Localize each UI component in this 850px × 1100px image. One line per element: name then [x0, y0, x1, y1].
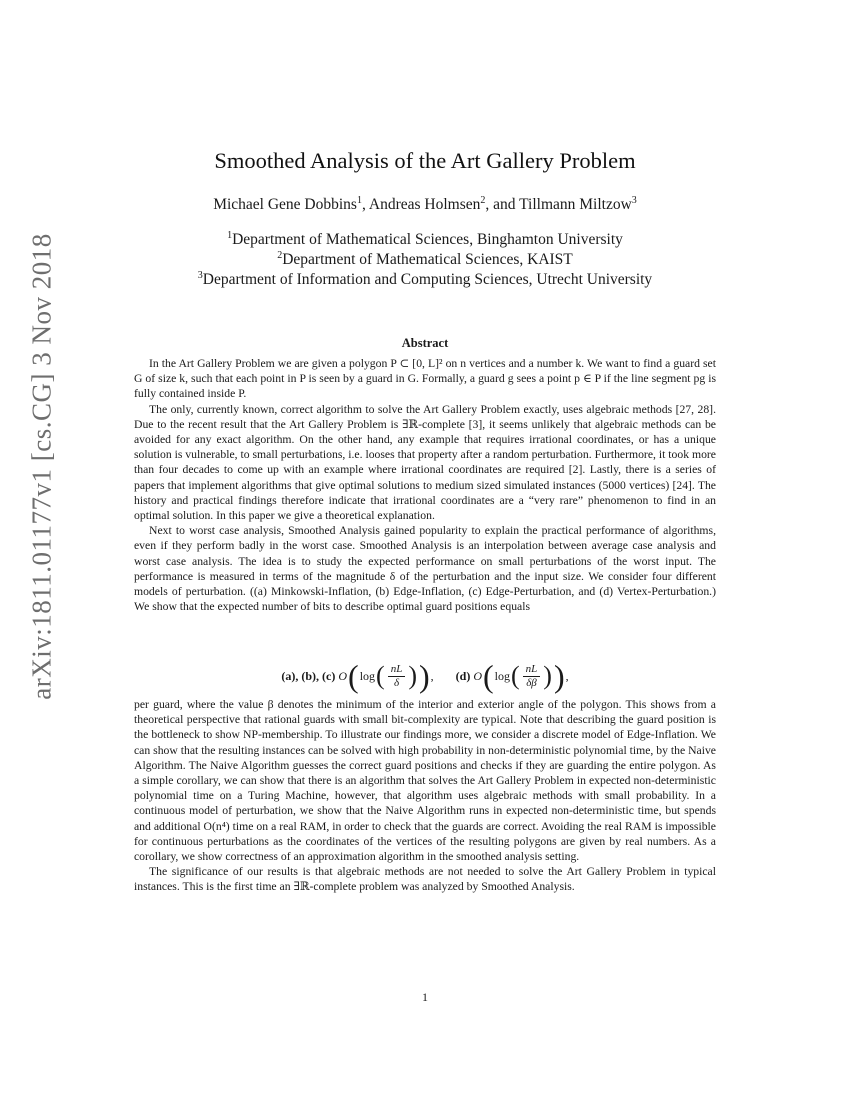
big-o: O [473, 668, 482, 683]
author-separator: , and [485, 196, 520, 213]
affiliation-mark: 1 [227, 229, 233, 241]
formula-separator: , [430, 668, 434, 683]
log-text: log [359, 668, 376, 683]
affiliation [0, 230, 850, 250]
author-separator: , [361, 196, 369, 213]
author-mark: 2 [480, 194, 486, 206]
denominator: δβ [526, 676, 537, 689]
paren-close: ) [408, 661, 417, 690]
abstract-paragraph: per guard, where the value β denotes the minimum of the interior and exterior angle of the polygon. This shows from a theoretical perspective that rational guards with small bit-complexity are typical. Note that describing the guard position is the bottleneck to show NP-membership. To illustrate our findings more, we consider a discrete model of Edge-Inflation. We can show that the resulting instances can be solved with high probability in non-deterministic polynomial time, by the Naive Algorithm. The Naive Algorithm guesses the correct guard positions and checks if they are guarding the entire polygon. As a simple corollary, we can show that there is an algorithm that solves the Art Gallery Problem in expected non-deterministic polynomial time on a Turing Machine, however, that algorithm uses algebraic methods with small probability. In a continuous model of perturbation, we show that the Naive Algorithm runs in expected non-deterministic time, but spends and additional O(n⁴) time on a real RAM, in order to check that the guards are correct. Avoiding the real RAM is impossible for continuous perturbations as the coordinates of the vertices of the resulting polygons are given by real numbers. As a corollary, we show correctness of an approximation algorithm in the smoothed analysis setting. [134, 698, 716, 864]
denominator: δ [393, 676, 400, 689]
affiliation [0, 270, 850, 290]
affiliation-mark: 3 [197, 269, 203, 281]
page-number: 1 [422, 990, 428, 1004]
paren-open: ( [483, 658, 494, 694]
paper-title: Smoothed Analysis of the Art Gallery Problem [214, 148, 636, 173]
abstract-heading: Abstract [401, 336, 449, 350]
formula-right [456, 660, 569, 692]
abstract-paragraph: Next to worst case analysis, Smoothed Analysis gained popularity to explain the practical performance of algorithms, even if they perform badly in the worst case. Smoothed Analysis is an interpolation between average case analysis and worst case analysis. The idea is to study the expected performance on small perturbations of the worst input. The performance is measured in terms of the magnitude δ of the perturbation and the input size. We consider four different models of perturbation. ((a) Minkowski-Inflation, (b) Edge-Inflation, (c) Edge-Perturbation, and (d) Vertex-Perturbation.) We show that the expected number of bits to describe optimal guard positions equals [134, 524, 716, 614]
abstract-body-bottom [134, 697, 716, 895]
formula-right-label: (d) [455, 668, 471, 683]
numerator: nL [523, 663, 541, 677]
author-mark: 3 [631, 194, 637, 206]
formula-left-label: (a), (b), (c) [281, 668, 336, 683]
author-list [0, 196, 850, 214]
formula-end: , [565, 668, 569, 683]
affiliation-text: Department of Information and Computing Sciences, Utrecht University [202, 271, 653, 288]
abstract-paragraph: The only, currently known, correct algorithm to solve the Art Gallery Problem exactly, uses algebraic methods [27, 28]. Due to the recent result that the Art Gallery Problem is ∃ℝ-complete [3], it seems unlikely that algebraic methods can be avoided for any exact algorithm. On the other hand, any example that requires irrational coordinates, or has a unique solution is vulnerable, to small perturbations, i.e. looses that property after a random perturbation. Furthermore, it took more than four decades to come up with an example where irrational coordinates are required [2]. Lastly, there is a series of papers that implement algorithms that give optimal solutions to medium sized simulated instances (5000 vertices) [24]. The history and practical findings therefore indicate that irrational coordinates are a “very rare” phenomenon to find in an optimal solution. In this paper we give a theoretical explanation. [134, 402, 716, 523]
paren-open: ( [376, 661, 385, 690]
arxiv-identifier: arXiv:1811.01177v1 [cs.CG] 3 Nov 2018 [26, 232, 57, 700]
affiliation-text: Department of Mathematical Sciences, Binghamton University [232, 231, 623, 248]
author-name: Andreas Holmsen [368, 196, 481, 213]
display-formula [134, 654, 716, 698]
abstract-paragraph: The significance of our results is that algebraic methods are not needed to solve the Art Gallery Problem in typical instances. This is the first time an ∃ℝ-complete problem was analyzed by Smoothed Analysis. [134, 865, 716, 894]
affiliation-text: Department of Mathematical Sciences, KAIST [282, 251, 573, 268]
paren-close: ) [553, 658, 565, 694]
fraction [388, 663, 406, 690]
affiliation [0, 250, 850, 270]
paren-close: ) [543, 661, 552, 690]
affiliation-mark: 2 [277, 249, 283, 261]
paren-open: ( [348, 658, 359, 694]
formula-left [281, 660, 433, 692]
author-name: Tillmann Miltzow [519, 196, 632, 213]
abstract-paragraph: In the Art Gallery Problem we are given a polygon P ⊂ [0, L]² on n vertices and a number k. We want to find a guard set G of size k, such that each point in P is seen by a guard in G. Formally, a guard g sees a point p ∈ P if the line segment pg is fully contained inside P. [134, 357, 716, 401]
author-mark: 1 [356, 194, 362, 206]
abstract-body-top [134, 356, 716, 614]
log-text: log [494, 668, 510, 683]
fraction [523, 663, 541, 690]
big-o: O [338, 668, 348, 683]
numerator: nL [388, 663, 406, 677]
paren-close: ) [419, 658, 430, 694]
paren-open: ( [511, 661, 520, 690]
affiliation-list [0, 230, 850, 290]
author-name: Michael Gene Dobbins [213, 196, 357, 213]
